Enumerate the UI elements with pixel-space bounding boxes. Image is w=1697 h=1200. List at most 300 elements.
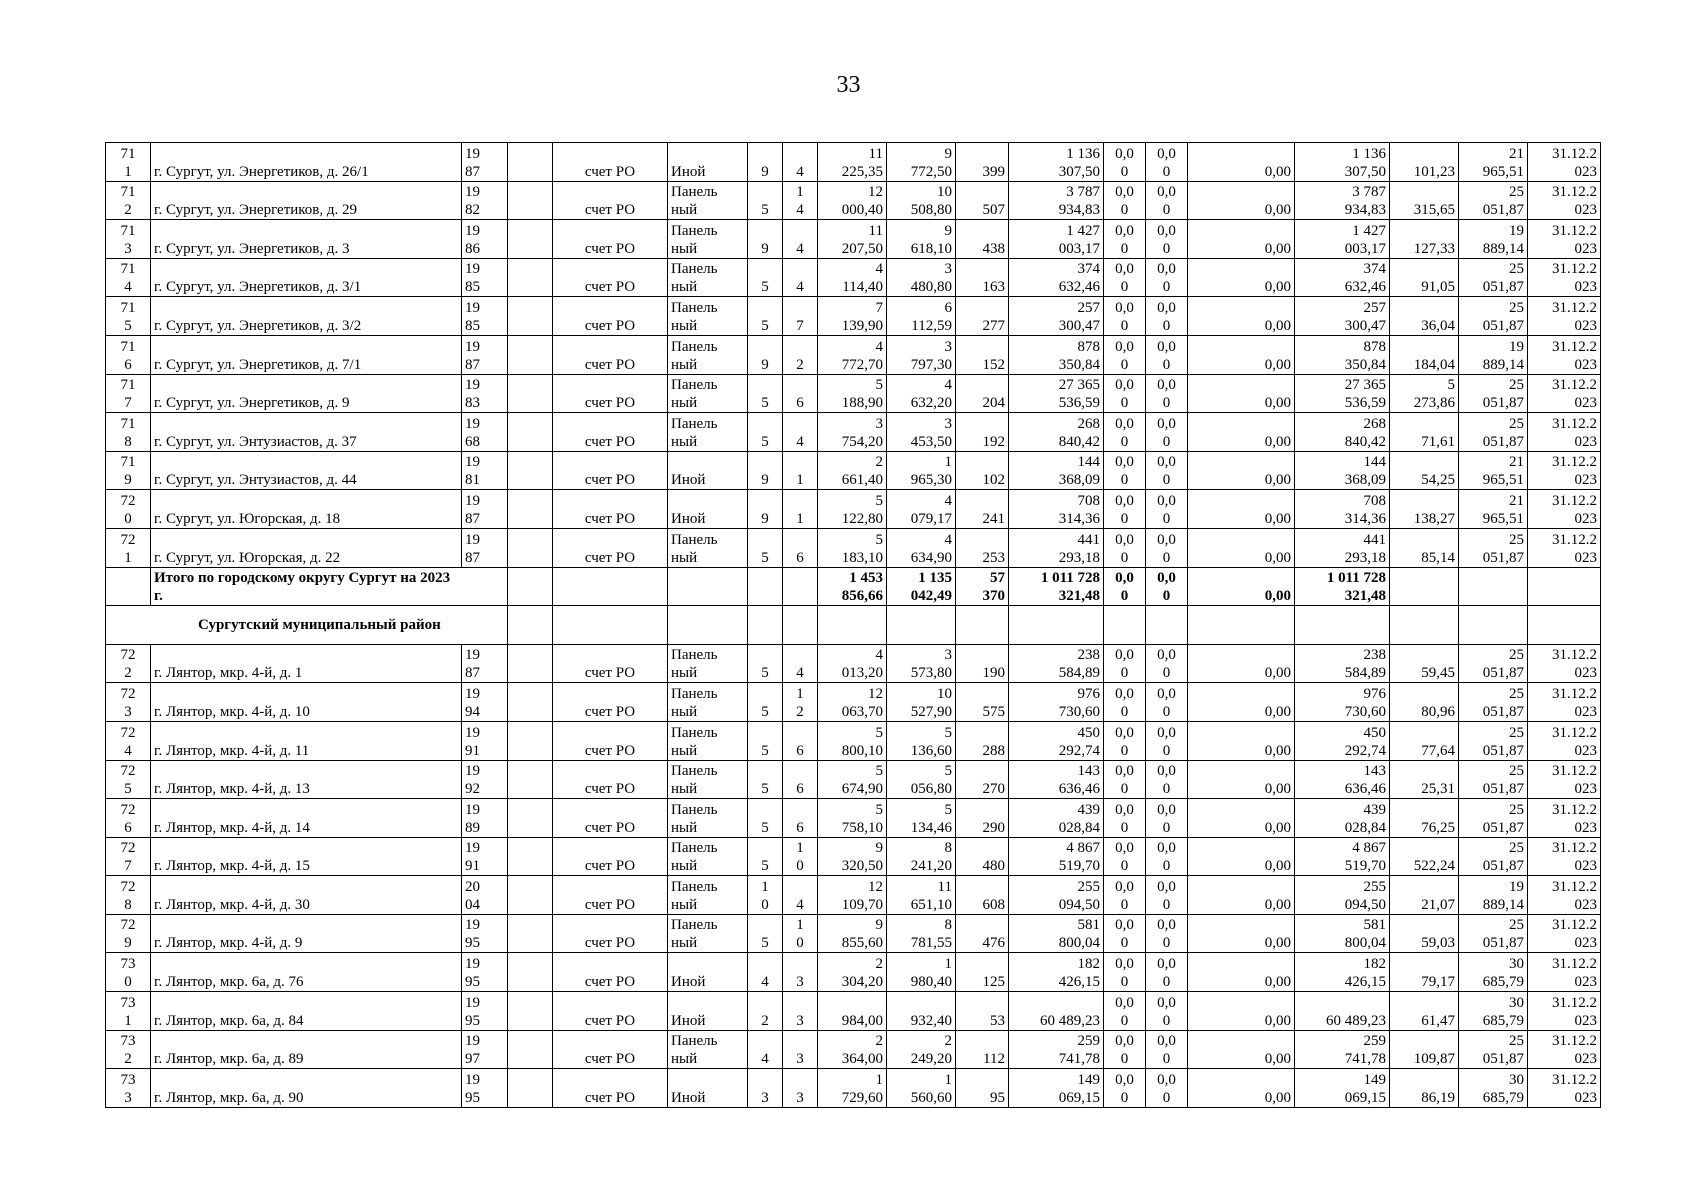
- cell: 5: [748, 374, 783, 413]
- cell: 72 3: [106, 683, 151, 722]
- cell: Панель ный: [668, 1030, 748, 1069]
- cell: 5 188,90: [818, 374, 887, 413]
- address-cell: г. Лянтор, мкр. 6а, д. 89: [151, 1030, 462, 1069]
- cell: 4 867 519,70: [1295, 837, 1390, 876]
- cell: 932,40: [887, 992, 956, 1031]
- table-row: [106, 799, 1601, 838]
- cell: 127,33: [1390, 220, 1459, 259]
- cell: 268 840,42: [1295, 413, 1390, 452]
- cell: 0,0 0: [1146, 220, 1188, 259]
- cell: Иной: [668, 953, 748, 992]
- cell: 72 4: [106, 721, 151, 760]
- cell: Панель ный: [668, 760, 748, 799]
- cell: 7: [783, 297, 818, 336]
- cell: 0,00: [1188, 644, 1295, 683]
- table-row: [106, 644, 1601, 683]
- cell: 6 112,59: [887, 297, 956, 336]
- cell: 0,0 0: [1146, 567, 1188, 606]
- cell: 80,96: [1390, 683, 1459, 722]
- cell: счет РО: [553, 683, 668, 722]
- cell: 21 965,51: [1459, 490, 1528, 529]
- cell: 19 87: [462, 335, 508, 374]
- cell: 255 094,50: [1009, 876, 1104, 915]
- cell: счет РО: [553, 760, 668, 799]
- cell: [508, 181, 553, 220]
- cell: 878 350,84: [1295, 335, 1390, 374]
- cell: 0,0 0: [1146, 760, 1188, 799]
- cell: 21,07: [1390, 876, 1459, 915]
- cell: 0,0 0: [1146, 837, 1188, 876]
- address-cell: г. Сургут, ул. Энергетиков, д. 26/1: [151, 143, 462, 182]
- address-cell: г. Лянтор, мкр. 4-й, д. 15: [151, 837, 462, 876]
- cell: 60 489,23: [1009, 992, 1104, 1031]
- cell: 450 292,74: [1009, 721, 1104, 760]
- cell: 5: [748, 644, 783, 683]
- cell: 9: [748, 490, 783, 529]
- cell: счет РО: [553, 644, 668, 683]
- cell: Панель ный: [668, 683, 748, 722]
- cell: 3: [783, 1069, 818, 1108]
- cell: 72 6: [106, 799, 151, 838]
- table-row: [106, 413, 1601, 452]
- cell: 31.12.2 023: [1528, 297, 1601, 336]
- cell: 143 636,46: [1009, 760, 1104, 799]
- cell: 5: [748, 528, 783, 567]
- cell: счет РО: [553, 876, 668, 915]
- cell: счет РО: [553, 451, 668, 490]
- cell: 9 855,60: [818, 914, 887, 953]
- cell: 6: [783, 799, 818, 838]
- cell: 73 1: [106, 992, 151, 1031]
- cell: [508, 220, 553, 259]
- cell: 0,0 0: [1146, 528, 1188, 567]
- housing-register-table: [105, 142, 1601, 1108]
- cell: 3: [783, 953, 818, 992]
- cell: Панель ный: [668, 181, 748, 220]
- address-cell: г. Сургут, ул. Югорская, д. 18: [151, 490, 462, 529]
- cell: 25 051,87: [1459, 760, 1528, 799]
- cell: 581 800,04: [1009, 914, 1104, 953]
- cell: 72 2: [106, 644, 151, 683]
- cell: 3 453,50: [887, 413, 956, 452]
- cell: 19 97: [462, 1030, 508, 1069]
- table-row: [106, 953, 1601, 992]
- table-row: [106, 876, 1601, 915]
- cell: 19 81: [462, 451, 508, 490]
- table-row: [106, 143, 1601, 182]
- cell: Панель ный: [668, 258, 748, 297]
- cell: 708 314,36: [1009, 490, 1104, 529]
- cell: 8 241,20: [887, 837, 956, 876]
- cell: [508, 953, 553, 992]
- cell: 5: [748, 181, 783, 220]
- cell: 608: [956, 876, 1009, 915]
- address-cell: г. Сургут, ул. Энтузиастов, д. 44: [151, 451, 462, 490]
- table-row: [106, 1030, 1601, 1069]
- cell: Иной: [668, 1069, 748, 1108]
- cell: счет РО: [553, 1030, 668, 1069]
- cell: 238 584,89: [1295, 644, 1390, 683]
- cell: 25 051,87: [1459, 644, 1528, 683]
- cell: 10 527,90: [887, 683, 956, 722]
- cell: 1 965,30: [887, 451, 956, 490]
- cell: 6: [783, 374, 818, 413]
- address-cell: г. Сургут, ул. Энтузиастов, д. 37: [151, 413, 462, 452]
- cell: 11 207,50: [818, 220, 887, 259]
- cell: 9 320,50: [818, 837, 887, 876]
- cell: 25 051,87: [1459, 914, 1528, 953]
- cell: 0,0 0: [1146, 374, 1188, 413]
- cell: 9: [748, 143, 783, 182]
- table-row: [106, 683, 1601, 722]
- cell: 441 293,18: [1295, 528, 1390, 567]
- cell: 73 3: [106, 1069, 151, 1108]
- cell: 0,0 0: [1104, 528, 1146, 567]
- cell: 257 300,47: [1295, 297, 1390, 336]
- cell: счет РО: [553, 181, 668, 220]
- cell: 0,0 0: [1146, 335, 1188, 374]
- cell: 73 0: [106, 953, 151, 992]
- cell: 0,0 0: [1146, 1069, 1188, 1108]
- cell: [508, 1069, 553, 1108]
- cell: 5: [748, 914, 783, 953]
- cell: 12 109,70: [818, 876, 887, 915]
- cell: 241: [956, 490, 1009, 529]
- cell: 441 293,18: [1009, 528, 1104, 567]
- cell: 5: [748, 799, 783, 838]
- cell: счет РО: [553, 837, 668, 876]
- cell: 184,04: [1390, 335, 1459, 374]
- cell: 438: [956, 220, 1009, 259]
- cell: 1 427 003,17: [1009, 220, 1104, 259]
- cell: 0,0 0: [1104, 181, 1146, 220]
- cell: 4 013,20: [818, 644, 887, 683]
- cell: 149 069,15: [1009, 1069, 1104, 1108]
- cell: 0,00: [1188, 837, 1295, 876]
- cell: [508, 760, 553, 799]
- cell: 1 2: [783, 683, 818, 722]
- address-cell: г. Лянтор, мкр. 4-й, д. 1: [151, 644, 462, 683]
- address-cell: г. Сургут, ул. Энергетиков, д. 3/2: [151, 297, 462, 336]
- cell: счет РО: [553, 258, 668, 297]
- cell: 0,0 0: [1146, 644, 1188, 683]
- cell: 73 2: [106, 1030, 151, 1069]
- cell: 11 651,10: [887, 876, 956, 915]
- cell: 0,0 0: [1146, 297, 1188, 336]
- cell: 71 9: [106, 451, 151, 490]
- cell: 71 7: [106, 374, 151, 413]
- total-row: [106, 567, 1601, 606]
- cell: 1 0: [783, 914, 818, 953]
- cell: счет РО: [553, 335, 668, 374]
- cell: 19 87: [462, 528, 508, 567]
- cell: 31.12.2 023: [1528, 760, 1601, 799]
- cell: счет РО: [553, 799, 668, 838]
- cell: 19 85: [462, 297, 508, 336]
- cell: 0,0 0: [1104, 721, 1146, 760]
- cell: 31.12.2 023: [1528, 374, 1601, 413]
- cell: 71 4: [106, 258, 151, 297]
- cell: 3: [748, 1069, 783, 1108]
- cell: 31.12.2 023: [1528, 143, 1601, 182]
- cell: 25 051,87: [1459, 837, 1528, 876]
- cell: Иной: [668, 143, 748, 182]
- cell: 1 011 728 321,48: [1295, 567, 1390, 606]
- cell: 6: [783, 528, 818, 567]
- cell: 0,00: [1188, 374, 1295, 413]
- cell: 1: [783, 451, 818, 490]
- table-row: [106, 914, 1601, 953]
- cell: 0,00: [1188, 220, 1295, 259]
- cell: 25,31: [1390, 760, 1459, 799]
- cell: 4 114,40: [818, 258, 887, 297]
- cell: 5 674,90: [818, 760, 887, 799]
- cell: 25 051,87: [1459, 181, 1528, 220]
- cell: [508, 914, 553, 953]
- cell: 6: [783, 721, 818, 760]
- cell: 0,00: [1188, 799, 1295, 838]
- cell: 0,00: [1188, 181, 1295, 220]
- cell: 1 011 728 321,48: [1009, 567, 1104, 606]
- cell: 4: [748, 953, 783, 992]
- cell: 0,0 0: [1146, 490, 1188, 529]
- cell: 0,00: [1188, 1069, 1295, 1108]
- cell: 3 573,80: [887, 644, 956, 683]
- table-row: [106, 258, 1601, 297]
- cell: 0,0 0: [1146, 451, 1188, 490]
- cell: 25 051,87: [1459, 297, 1528, 336]
- table-row: [106, 1069, 1601, 1108]
- cell: 268 840,42: [1009, 413, 1104, 452]
- cell: 59,03: [1390, 914, 1459, 953]
- cell: счет РО: [553, 490, 668, 529]
- cell: счет РО: [553, 953, 668, 992]
- cell: 85,14: [1390, 528, 1459, 567]
- cell: 2 364,00: [818, 1030, 887, 1069]
- address-cell: г. Сургут, ул. Энергетиков, д. 29: [151, 181, 462, 220]
- cell: 1 0: [783, 837, 818, 876]
- cell: 77,64: [1390, 721, 1459, 760]
- cell: 31.12.2 023: [1528, 451, 1601, 490]
- cell: 2 304,20: [818, 953, 887, 992]
- cell: 1: [783, 490, 818, 529]
- table-row: [106, 220, 1601, 259]
- cell: 9: [748, 220, 783, 259]
- cell: 1 136 307,50: [1295, 143, 1390, 182]
- cell: [508, 297, 553, 336]
- cell: 1 135 042,49: [887, 567, 956, 606]
- cell: 4: [783, 413, 818, 452]
- cell: 0,0 0: [1104, 992, 1146, 1031]
- cell: 86,19: [1390, 1069, 1459, 1108]
- cell: 1 427 003,17: [1295, 220, 1390, 259]
- cell: [508, 490, 553, 529]
- cell: [508, 528, 553, 567]
- cell: счет РО: [553, 1069, 668, 1108]
- cell: 976 730,60: [1295, 683, 1390, 722]
- cell: 257 300,47: [1009, 297, 1104, 336]
- cell: 4: [783, 220, 818, 259]
- cell: 25 051,87: [1459, 683, 1528, 722]
- cell: 54,25: [1390, 451, 1459, 490]
- cell: 3 787 934,83: [1295, 181, 1390, 220]
- cell: 12 063,70: [818, 683, 887, 722]
- cell: 0,0 0: [1104, 143, 1146, 182]
- cell: 476: [956, 914, 1009, 953]
- cell: 0,0 0: [1146, 953, 1188, 992]
- cell: 71 3: [106, 220, 151, 259]
- cell: [508, 374, 553, 413]
- cell: 4: [748, 1030, 783, 1069]
- cell: 976 730,60: [1009, 683, 1104, 722]
- cell: 19 889,14: [1459, 335, 1528, 374]
- cell: 708 314,36: [1295, 490, 1390, 529]
- cell: 138,27: [1390, 490, 1459, 529]
- cell: 399: [956, 143, 1009, 182]
- cell: 4: [783, 258, 818, 297]
- cell: 19 91: [462, 721, 508, 760]
- cell: 76,25: [1390, 799, 1459, 838]
- cell: [508, 335, 553, 374]
- cell: 7 139,90: [818, 297, 887, 336]
- cell: 0,0 0: [1104, 258, 1146, 297]
- table-row: [106, 992, 1601, 1031]
- cell: Панель ный: [668, 220, 748, 259]
- cell: 31.12.2 023: [1528, 799, 1601, 838]
- cell: 0,00: [1188, 683, 1295, 722]
- cell: 4 632,20: [887, 374, 956, 413]
- cell: 0,00: [1188, 953, 1295, 992]
- cell: 71 1: [106, 143, 151, 182]
- cell: 0,0 0: [1146, 683, 1188, 722]
- cell: [508, 683, 553, 722]
- cell: 31.12.2 023: [1528, 1069, 1601, 1108]
- cell: 72 7: [106, 837, 151, 876]
- cell: 182 426,15: [1295, 953, 1390, 992]
- cell: [508, 992, 553, 1031]
- cell: 0,0 0: [1104, 451, 1146, 490]
- cell: 31.12.2 023: [1528, 876, 1601, 915]
- cell: 19 94: [462, 683, 508, 722]
- address-cell: г. Лянтор, мкр. 4-й, д. 13: [151, 760, 462, 799]
- cell: 5 122,80: [818, 490, 887, 529]
- cell: счет РО: [553, 413, 668, 452]
- cell: 0,0 0: [1104, 683, 1146, 722]
- cell: Иной: [668, 451, 748, 490]
- cell: 31.12.2 023: [1528, 683, 1601, 722]
- cell: 5 134,46: [887, 799, 956, 838]
- cell: 31.12.2 023: [1528, 953, 1601, 992]
- total-label: Итого по городскому округу Сургут на 2023 г.: [151, 567, 508, 606]
- cell: 0,00: [1188, 567, 1295, 606]
- cell: 149 069,15: [1295, 1069, 1390, 1108]
- cell: 5: [748, 760, 783, 799]
- cell: 163: [956, 258, 1009, 297]
- cell: 0,0 0: [1104, 490, 1146, 529]
- cell: 27 365 536,59: [1295, 374, 1390, 413]
- cell: 71,61: [1390, 413, 1459, 452]
- table-row: [106, 451, 1601, 490]
- cell: 31.12.2 023: [1528, 258, 1601, 297]
- cell: 109,87: [1390, 1030, 1459, 1069]
- table-row: [106, 374, 1601, 413]
- cell: 270: [956, 760, 1009, 799]
- cell: 102: [956, 451, 1009, 490]
- cell: 984,00: [818, 992, 887, 1031]
- cell: Иной: [668, 490, 748, 529]
- table-row: [106, 528, 1601, 567]
- cell: 57 370: [956, 567, 1009, 606]
- cell: 72 0: [106, 490, 151, 529]
- address-cell: г. Лянтор, мкр. 4-й, д. 10: [151, 683, 462, 722]
- cell: 507: [956, 181, 1009, 220]
- cell: 0,0 0: [1104, 297, 1146, 336]
- address-cell: г. Лянтор, мкр. 6а, д. 84: [151, 992, 462, 1031]
- cell: 4 079,17: [887, 490, 956, 529]
- cell: 31.12.2 023: [1528, 528, 1601, 567]
- cell: 31.12.2 023: [1528, 335, 1601, 374]
- cell: 5: [748, 721, 783, 760]
- cell: 374 632,46: [1009, 258, 1104, 297]
- cell: 0,00: [1188, 297, 1295, 336]
- cell: 480: [956, 837, 1009, 876]
- cell: 5 758,10: [818, 799, 887, 838]
- cell: [508, 1030, 553, 1069]
- section-title: Сургутский муниципальный район: [106, 606, 508, 645]
- cell: [508, 876, 553, 915]
- cell: 25 051,87: [1459, 258, 1528, 297]
- cell: 0,0 0: [1104, 1030, 1146, 1069]
- cell: 21 965,51: [1459, 451, 1528, 490]
- cell: 2 249,20: [887, 1030, 956, 1069]
- cell: Панель ный: [668, 297, 748, 336]
- cell: счет РО: [553, 374, 668, 413]
- cell: 144 368,09: [1009, 451, 1104, 490]
- cell: Панель ный: [668, 721, 748, 760]
- cell: 19 83: [462, 374, 508, 413]
- cell: 0,0 0: [1104, 335, 1146, 374]
- cell: 439 028,84: [1295, 799, 1390, 838]
- cell: 4 634,90: [887, 528, 956, 567]
- cell: 0,00: [1188, 490, 1295, 529]
- cell: 59,45: [1390, 644, 1459, 683]
- table-row: [106, 490, 1601, 529]
- cell: 31.12.2 023: [1528, 1030, 1601, 1069]
- cell: 9 772,50: [887, 143, 956, 182]
- cell: 53: [956, 992, 1009, 1031]
- table-row: [106, 297, 1601, 336]
- cell: 19 87: [462, 143, 508, 182]
- cell: 0,0 0: [1146, 258, 1188, 297]
- cell: 25 051,87: [1459, 528, 1528, 567]
- cell: 4: [783, 876, 818, 915]
- cell: 20 04: [462, 876, 508, 915]
- cell: 19 85: [462, 258, 508, 297]
- cell: 36,04: [1390, 297, 1459, 336]
- cell: счет РО: [553, 721, 668, 760]
- cell: Панель ный: [668, 413, 748, 452]
- address-cell: г. Сургут, ул. Энергетиков, д. 3: [151, 220, 462, 259]
- cell: 0,00: [1188, 1030, 1295, 1069]
- cell: 9 618,10: [887, 220, 956, 259]
- cell: 31.12.2 023: [1528, 490, 1601, 529]
- cell: 1 980,40: [887, 953, 956, 992]
- cell: 25 051,87: [1459, 1030, 1528, 1069]
- cell: 0,0 0: [1146, 143, 1188, 182]
- cell: 259 741,78: [1295, 1030, 1390, 1069]
- cell: 0,0 0: [1104, 876, 1146, 915]
- cell: Панель ный: [668, 644, 748, 683]
